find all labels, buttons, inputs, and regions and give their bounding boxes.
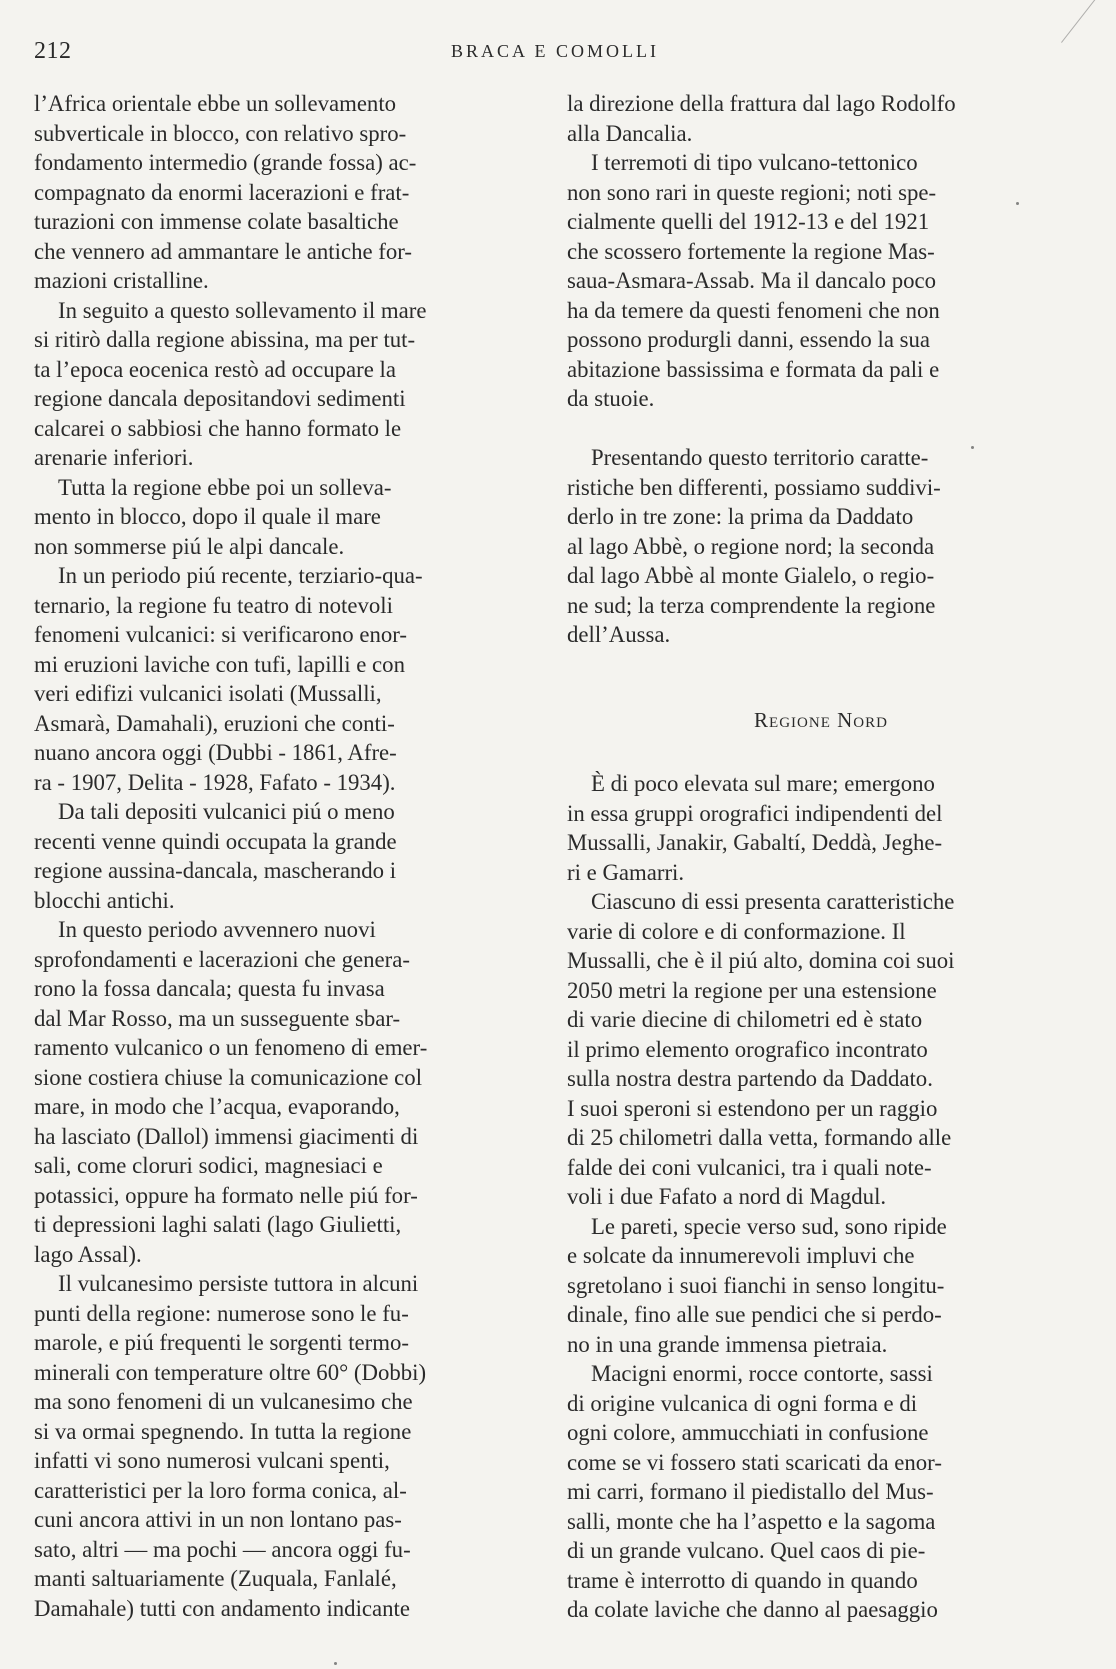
text-line: si ritirò dalla regione abissina, ma per tut- bbox=[34, 327, 416, 352]
text-line: non sono rari in queste regioni; noti spe- bbox=[567, 179, 937, 205]
text-line: Asmarà, Damahali), eruzioni che conti- bbox=[34, 710, 395, 736]
text-line: sprofondamenti e lacerazioni che genera- bbox=[34, 946, 410, 972]
text-line: turazioni con immense colate basaltiche bbox=[34, 209, 399, 234]
text-line: derlo in tre zone: la prima da Daddato bbox=[567, 504, 914, 529]
text-line: fondamento intermedio (grande fossa) ac- bbox=[34, 150, 417, 175]
paragraph-first-line: Tutta la regione ebbe poi un solleva- bbox=[58, 474, 392, 500]
text-line: varie di colore e di conformazione. Il bbox=[567, 918, 906, 944]
text-line: mi carri, formano il piedistallo del Mus- bbox=[567, 1479, 934, 1504]
text-line: marole, e piú frequenti le sorgenti termo- bbox=[34, 1330, 409, 1355]
text-line: no in una grande immensa pietraia. bbox=[567, 1331, 888, 1357]
text-line: cuni ancora attivi in un non lontano pas- bbox=[34, 1507, 402, 1532]
text-line: possono produrgli danni, essendo la sua bbox=[567, 327, 931, 352]
text-line: voli i due Fafato a nord di Magdul. bbox=[567, 1184, 887, 1209]
text-line: sulla nostra destra partendo da Daddato. bbox=[567, 1066, 933, 1091]
left-text-column bbox=[34, 89, 544, 1623]
text-line: di un grande vulcano. Quel caos di pie- bbox=[567, 1538, 926, 1563]
paragraph-first-line: In questo periodo avvennero nuovi bbox=[58, 917, 376, 942]
text-line: regione dancala depositandovi sedimenti bbox=[34, 386, 406, 411]
running-header bbox=[34, 38, 1076, 64]
text-line: rono la fossa dancala; questa fu invasa bbox=[34, 976, 385, 1001]
text-line: dinale, fino alle sue pendici che si perdo- bbox=[567, 1302, 942, 1327]
text-line: al lago Abbè, o regione nord; la seconda bbox=[567, 533, 935, 559]
text-line: arenarie inferiori. bbox=[34, 445, 194, 470]
text-line: ogni colore, ammucchiati in confusione bbox=[567, 1420, 929, 1445]
printing-speck bbox=[334, 1662, 337, 1665]
text-line: sione costiera chiuse la comunicazione col bbox=[34, 1064, 423, 1090]
text-line: che vennero ad ammantare le antiche for- bbox=[34, 238, 413, 264]
text-line: il primo elemento orografico incontrato bbox=[567, 1036, 928, 1062]
text-line: dal Mar Rosso, ma un susseguente sbar- bbox=[34, 1005, 401, 1031]
text-line: I suoi speroni si estendono per un raggio bbox=[567, 1095, 938, 1121]
text-line: punti della regione: numerose sono le fu- bbox=[34, 1300, 409, 1326]
text-line: abitazione bassissima e formata da pali e bbox=[567, 356, 940, 382]
text-line: regione aussina-dancala, mascherando i bbox=[34, 858, 397, 883]
text-line: mare, in modo che l’acqua, evaporando, bbox=[34, 1094, 400, 1119]
text-line: sato, altri — ma pochi — ancora oggi fu- bbox=[34, 1536, 411, 1562]
text-line: ri e Gamarri. bbox=[567, 859, 685, 885]
text-line: calcarei o sabbiosi che hanno formato le bbox=[34, 415, 402, 441]
text-line: ristiche ben differenti, possiamo suddivi- bbox=[567, 474, 941, 500]
paragraph-first-line: Ciascuno di essi presenta caratteristiche bbox=[591, 889, 955, 914]
text-line: veri edifizi vulcanici isolati (Mussalli, bbox=[34, 681, 382, 706]
paragraph-first-line: Le pareti, specie verso sud, sono ripide bbox=[591, 1213, 947, 1239]
text-line: 2050 metri la regione per una estensione bbox=[567, 977, 937, 1003]
text-line: compagnato da enormi lacerazioni e frat- bbox=[34, 179, 410, 205]
text-line: infatti vi sono numerosi vulcani spenti, bbox=[34, 1448, 390, 1473]
text-line: fenomeni vulcanici: si verificarono enor- bbox=[34, 622, 408, 647]
text-line: si va ormai spegnendo. In tutta la regione bbox=[34, 1418, 412, 1444]
text-line: e solcate da innumerevoli impluvi che bbox=[567, 1243, 915, 1268]
text-line: manti saltuariamente (Zuquala, Fanlalé, bbox=[34, 1566, 397, 1591]
text-line: di varie diecine di chilometri ed è stato bbox=[567, 1007, 923, 1032]
text-line: potassici, oppure ha formato nelle piú for- bbox=[34, 1182, 418, 1208]
text-line: ra - 1907, Delita - 1928, Fafato - 1934). bbox=[34, 769, 396, 795]
text-line: da stuoie. bbox=[567, 386, 655, 411]
running-title: BRACA E COMOLLI bbox=[450, 41, 659, 61]
text-line: sgretolano i suoi fianchi in senso longitu- bbox=[567, 1272, 945, 1298]
right-text-column-lower bbox=[567, 769, 1075, 1625]
paragraph-first-line: In seguito a questo sollevamento il mare bbox=[58, 297, 427, 323]
text-line: di 25 chilometri dalla vetta, formando alle bbox=[567, 1125, 952, 1150]
text-line: Mussalli, che è il piú alto, domina coi suoi bbox=[567, 948, 955, 973]
text-line: ramento vulcanico o un fenomeno di emer- bbox=[34, 1035, 428, 1060]
paragraph-first-line: I terremoti di tipo vulcano-tettonico bbox=[591, 150, 918, 175]
blank-line bbox=[567, 414, 1075, 444]
page-number: 212 bbox=[34, 38, 72, 64]
text-line: ti depressioni laghi salati (lago Giulietti, bbox=[34, 1212, 402, 1237]
paragraph-first-line: Presentando questo territorio caratte- bbox=[591, 445, 929, 470]
paragraph-first-line: Da tali depositi vulcanici piú o meno bbox=[58, 799, 395, 824]
text-line: l’Africa orientale ebbe un sollevamento bbox=[34, 91, 397, 116]
text-line: mi eruzioni laviche con tufi, lapilli e con bbox=[34, 651, 405, 677]
paragraph-first-line: Macigni enormi, rocce contorte, sassi bbox=[591, 1361, 933, 1386]
text-line: subverticale in blocco, con relativo spro- bbox=[34, 120, 407, 146]
paragraph-first-line: Il vulcanesimo persiste tuttora in alcuni bbox=[58, 1271, 419, 1296]
text-line: alla Dancalia. bbox=[567, 120, 693, 146]
text-line: dell’Aussa. bbox=[567, 622, 671, 647]
paragraph-first-line: In un periodo piú recente, terziario-qua- bbox=[58, 563, 423, 588]
text-line: dal lago Abbè al monte Gialelo, o regio- bbox=[567, 563, 935, 588]
text-line: nuano ancora oggi (Dubbi - 1861, Afre- bbox=[34, 740, 397, 765]
text-line: minerali con temperature oltre 60° (Dobbi) bbox=[34, 1359, 427, 1385]
section-heading: Regione Nord bbox=[754, 708, 888, 732]
text-line: blocchi antichi. bbox=[34, 887, 175, 913]
text-line: caratteristici per la loro forma conica, al- bbox=[34, 1477, 407, 1503]
text-line: in essa gruppi orografici indipendenti del bbox=[567, 800, 943, 826]
text-line: mento in blocco, dopo il quale il mare bbox=[34, 504, 381, 529]
text-line: recenti venne quindi occupata la grande bbox=[34, 828, 397, 854]
text-line: trame è interrotto di quando in quando bbox=[567, 1567, 918, 1593]
text-line: lago Assal). bbox=[34, 1241, 142, 1267]
text-line: Mussalli, Janakir, Gabaltí, Deddà, Jeghe- bbox=[567, 830, 943, 855]
text-line: che scossero fortemente la regione Mas- bbox=[567, 238, 935, 264]
printing-speck bbox=[971, 446, 974, 449]
printing-speck bbox=[1016, 202, 1019, 205]
text-line: ta l’epoca eocenica restò ad occupare la bbox=[34, 356, 396, 382]
text-line: falde dei coni vulcanici, tra i quali note- bbox=[567, 1154, 932, 1180]
text-line: sali, come cloruri sodici, magnesiaci e bbox=[34, 1153, 383, 1178]
text-line: ne sud; la terza comprendente la regione bbox=[567, 592, 936, 618]
paragraph-first-line: È di poco elevata sul mare; emergono bbox=[591, 771, 935, 796]
paper-scratch-mark bbox=[1014, 0, 1100, 43]
text-line: saua-Asmara-Assab. Ma il dancalo poco bbox=[567, 268, 937, 293]
text-line: la direzione della frattura dal lago Rodolfo bbox=[567, 91, 956, 116]
text-line: Damahale) tutti con andamento indicante bbox=[34, 1595, 411, 1621]
text-line: salli, monte che ha l’aspetto e la sagoma bbox=[567, 1508, 936, 1534]
right-text-column-upper bbox=[567, 89, 1075, 650]
text-line: mazioni cristalline. bbox=[34, 268, 209, 293]
text-line: ha lasciato (Dallol) immensi giacimenti di bbox=[34, 1123, 419, 1149]
text-line: non sommerse piú le alpi dancale. bbox=[34, 533, 345, 559]
text-line: ternario, la regione fu teatro di notevoli bbox=[34, 592, 393, 618]
text-line: di origine vulcanica di ogni forma e di bbox=[567, 1390, 918, 1416]
text-line: ma sono fenomeni di un vulcanesimo che bbox=[34, 1389, 413, 1414]
text-line: come se vi fossero stati scaricati da enor- bbox=[567, 1449, 942, 1475]
text-line: ha da temere da questi fenomeni che non bbox=[567, 297, 940, 323]
text-line: da colate laviche che danno al paesaggio bbox=[567, 1597, 938, 1622]
text-line: cialmente quelli del 1912-13 e del 1921 bbox=[567, 209, 930, 234]
